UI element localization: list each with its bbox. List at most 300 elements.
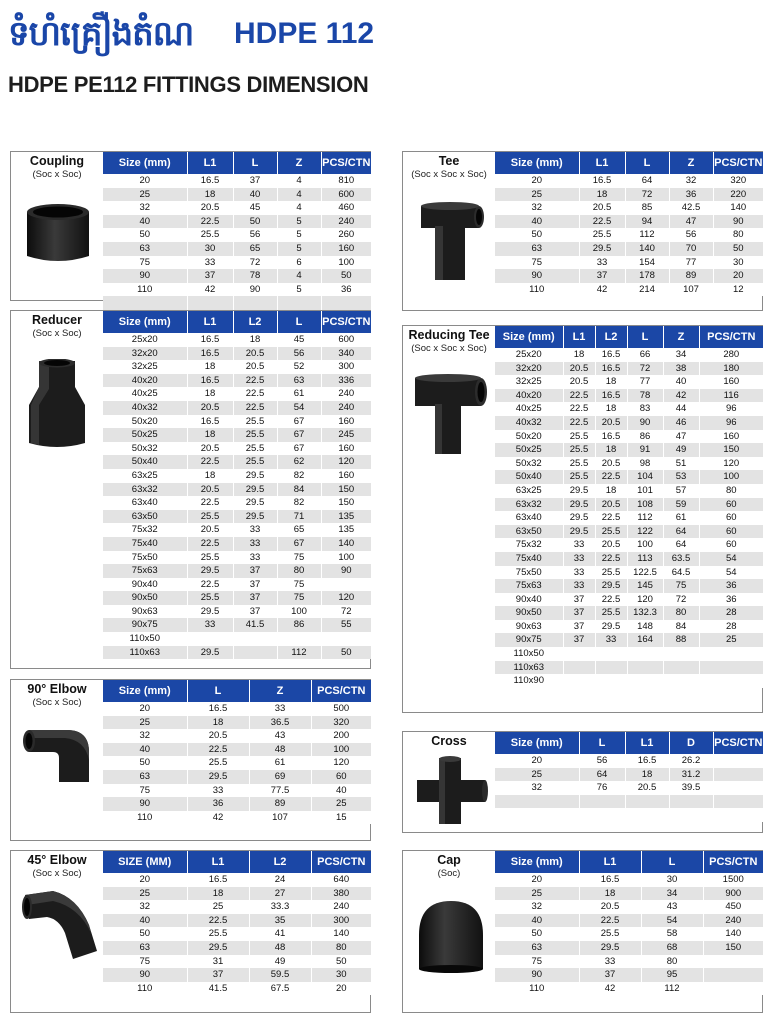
table-cell: 110x63 xyxy=(495,661,563,675)
table-cell xyxy=(703,968,763,982)
table-header-row xyxy=(495,851,763,873)
table-cell: 32x20 xyxy=(495,362,563,376)
table-cell: 40 xyxy=(311,784,371,798)
table-cell: 140 xyxy=(625,242,669,256)
table-cell: 18 xyxy=(233,333,277,347)
table-cell: 20 xyxy=(713,269,763,283)
table-cell: 72 xyxy=(627,362,663,376)
table-row xyxy=(495,430,763,444)
product-name: Reducing Tee xyxy=(408,328,490,342)
column-header: L1 xyxy=(187,851,249,873)
table-cell xyxy=(699,647,763,661)
table-cell xyxy=(663,661,699,675)
table-row xyxy=(103,914,371,928)
table-row xyxy=(103,927,371,941)
table-row xyxy=(103,702,371,716)
table-cell: 18 xyxy=(579,188,625,202)
table-cell: 16.5 xyxy=(579,873,641,887)
table-cell: 48 xyxy=(249,941,311,955)
table-row xyxy=(495,174,763,188)
table-cell: 57 xyxy=(663,484,699,498)
table-cell: 113 xyxy=(627,552,663,566)
table-cell xyxy=(563,661,595,675)
table-cell: 52 xyxy=(277,360,321,374)
table-cell: 900 xyxy=(703,887,763,901)
table-row xyxy=(103,242,371,256)
table-cell xyxy=(713,795,763,809)
table-cell: 90 xyxy=(103,797,187,811)
table-cell: 220 xyxy=(713,188,763,202)
table-cell: 84 xyxy=(277,483,321,497)
table-cell: 60 xyxy=(699,498,763,512)
table-cell: 63 xyxy=(495,242,579,256)
table-row xyxy=(103,415,371,429)
table-row xyxy=(103,982,371,996)
table-cell: 33 xyxy=(563,538,595,552)
table-cell: 25 xyxy=(187,900,249,914)
column-header: Z xyxy=(277,152,321,174)
table-cell: 29.5 xyxy=(563,511,595,525)
table-cell: 1500 xyxy=(703,873,763,887)
table-row xyxy=(103,618,371,632)
table-cell xyxy=(703,982,763,996)
table-row xyxy=(103,632,371,646)
table-cell: 36 xyxy=(187,797,249,811)
table-row xyxy=(103,605,371,619)
table-cell: 75 xyxy=(103,784,187,798)
table-cell: 240 xyxy=(311,900,371,914)
table-cell: 67 xyxy=(277,415,321,429)
table-cell: 50 xyxy=(103,228,187,242)
table-cell: 63x32 xyxy=(103,483,187,497)
table-cell: 200 xyxy=(311,729,371,743)
table-row xyxy=(103,784,371,798)
table-cell: 148 xyxy=(627,620,663,634)
table-cell: 25 xyxy=(103,716,187,730)
table-cell: 20.5 xyxy=(625,781,669,795)
table-cell: 83 xyxy=(627,402,663,416)
table-cell xyxy=(579,795,625,809)
table-cell: 240 xyxy=(321,401,371,415)
table-cell: 5 xyxy=(277,283,321,297)
table-cell: 50 xyxy=(233,215,277,229)
table-cell: 37 xyxy=(187,968,249,982)
table-row xyxy=(103,537,371,551)
table-cell: 380 xyxy=(311,887,371,901)
table-cell: 39.5 xyxy=(669,781,713,795)
table-row xyxy=(103,743,371,757)
column-header: Size (mm) xyxy=(495,851,579,873)
table-cell: 100 xyxy=(627,538,663,552)
table-cell: 42 xyxy=(187,811,249,825)
table-cell: 53 xyxy=(663,470,699,484)
table-cell: 26.2 xyxy=(669,754,713,768)
table-cell: 75 xyxy=(277,551,321,565)
table-cell: 112 xyxy=(277,646,321,660)
cross-icon xyxy=(413,754,489,828)
table-cell: 75x32 xyxy=(103,523,187,537)
page-subtitle: HDPE PE112 FITTINGS DIMENSION xyxy=(8,72,369,97)
table-cell: 50x32 xyxy=(495,457,563,471)
table-cell: 18 xyxy=(187,387,233,401)
table-cell: 32x25 xyxy=(495,375,563,389)
table-cell: 22.5 xyxy=(187,215,233,229)
table-row xyxy=(495,808,763,822)
table-cell: 61 xyxy=(663,511,699,525)
table-cell: 40x32 xyxy=(495,416,563,430)
table-cell: 110 xyxy=(103,811,187,825)
table-cell: 280 xyxy=(699,348,763,362)
table-row xyxy=(495,215,763,229)
table-cell: 20.5 xyxy=(595,498,627,512)
table-cell: 20 xyxy=(103,174,187,188)
table-cell: 37 xyxy=(233,578,277,592)
table-cell: 300 xyxy=(321,360,371,374)
column-header: PCS/CTN xyxy=(713,152,763,174)
table-cell: 65 xyxy=(277,523,321,537)
table-cell: 29.5 xyxy=(187,646,233,660)
table-cell: 25.5 xyxy=(187,510,233,524)
reducing-tee-table xyxy=(495,326,763,688)
table-cell: 47 xyxy=(663,430,699,444)
product-connection: (Soc x Soc) xyxy=(32,697,82,708)
product-connection: (Soc x Soc) xyxy=(32,328,82,339)
table-cell: 16.5 xyxy=(187,347,233,361)
table-cell: 18 xyxy=(187,188,233,202)
coupling-panel xyxy=(10,151,371,301)
cap-table xyxy=(495,851,763,995)
table-cell: 90 xyxy=(627,416,663,430)
table-cell: 75 xyxy=(495,955,579,969)
table-row xyxy=(103,374,371,388)
table-cell xyxy=(699,661,763,675)
table-cell: 24 xyxy=(249,873,311,887)
table-cell: 27 xyxy=(249,887,311,901)
table-cell: 31.2 xyxy=(669,768,713,782)
table-cell: 20 xyxy=(495,873,579,887)
table-cell: 16.5 xyxy=(625,754,669,768)
reducer-panel xyxy=(10,310,371,669)
table-row xyxy=(495,283,763,297)
table-cell: 54 xyxy=(699,566,763,580)
table-cell: 50x20 xyxy=(495,430,563,444)
table-cell: 108 xyxy=(627,498,663,512)
table-row xyxy=(103,296,371,310)
table-cell: 75x40 xyxy=(495,552,563,566)
table-cell: 12 xyxy=(713,283,763,297)
table-cell: 63x50 xyxy=(495,525,563,539)
column-header: L1 xyxy=(187,152,233,174)
table-cell xyxy=(713,808,763,822)
table-row xyxy=(495,900,763,914)
table-cell: 33 xyxy=(187,784,249,798)
column-header: Size (mm) xyxy=(495,152,579,174)
table-cell: 32 xyxy=(495,201,579,215)
table-cell: 29.5 xyxy=(187,564,233,578)
table-cell: 22.5 xyxy=(595,552,627,566)
table-cell: 101 xyxy=(627,484,663,498)
table-row xyxy=(495,201,763,215)
table-cell: 5 xyxy=(277,228,321,242)
cross-table xyxy=(495,732,763,822)
table-cell xyxy=(321,578,371,592)
table-cell: 63x50 xyxy=(103,510,187,524)
table-cell: 60 xyxy=(311,770,371,784)
cap-panel xyxy=(402,850,763,1013)
table-cell xyxy=(595,674,627,688)
table-cell: 80 xyxy=(663,606,699,620)
table-cell: 460 xyxy=(321,201,371,215)
column-header: L2 xyxy=(595,326,627,348)
table-cell: 36 xyxy=(699,579,763,593)
table-row xyxy=(103,333,371,347)
table-cell: 40x25 xyxy=(103,387,187,401)
table-cell: 160 xyxy=(699,375,763,389)
page-title xyxy=(8,12,408,60)
table-cell: 22.5 xyxy=(595,593,627,607)
table-cell: 90x50 xyxy=(103,591,187,605)
table-cell xyxy=(713,754,763,768)
table-cell: 37 xyxy=(233,564,277,578)
table-cell: 80 xyxy=(311,941,371,955)
coupling-icon xyxy=(21,198,95,272)
table-cell: 5 xyxy=(277,215,321,229)
table-row xyxy=(495,443,763,457)
table-cell: 80 xyxy=(641,955,703,969)
column-header: L1 xyxy=(579,851,641,873)
table-cell: 48 xyxy=(249,743,311,757)
table-row xyxy=(495,927,763,941)
table-cell: 20.5 xyxy=(579,201,625,215)
table-cell: 64 xyxy=(579,768,625,782)
table-cell: 95 xyxy=(641,968,703,982)
table-row xyxy=(103,900,371,914)
table-row xyxy=(495,873,763,887)
table-cell: 214 xyxy=(625,283,669,297)
product-label xyxy=(11,851,103,879)
table-cell: 20 xyxy=(103,702,187,716)
table-cell: 16.5 xyxy=(595,430,627,444)
table-cell: 110x50 xyxy=(103,632,187,646)
table-cell xyxy=(187,296,233,310)
table-cell: 160 xyxy=(321,242,371,256)
table-cell xyxy=(233,296,277,310)
table-cell: 66 xyxy=(627,348,663,362)
table-cell: 29.5 xyxy=(233,510,277,524)
table-cell: 30 xyxy=(641,873,703,887)
table-row xyxy=(495,470,763,484)
table-cell: 31 xyxy=(187,955,249,969)
table-cell: 32 xyxy=(103,201,187,215)
table-cell: 22.5 xyxy=(187,537,233,551)
table-cell: 33 xyxy=(563,579,595,593)
table-cell: 63x40 xyxy=(103,496,187,510)
elbow-45-table xyxy=(103,851,371,995)
table-cell: 28 xyxy=(699,606,763,620)
table-cell: 63 xyxy=(495,941,579,955)
table-cell: 41 xyxy=(249,927,311,941)
table-cell: 96 xyxy=(699,402,763,416)
column-header: Z xyxy=(249,680,311,702)
table-cell: 32 xyxy=(103,729,187,743)
table-cell: 33 xyxy=(563,566,595,580)
table-cell: 60 xyxy=(699,525,763,539)
table-cell: 43 xyxy=(641,900,703,914)
table-cell: 49 xyxy=(249,955,311,969)
table-cell: 96 xyxy=(699,416,763,430)
table-cell: 120 xyxy=(321,591,371,605)
table-cell: 42 xyxy=(663,389,699,403)
table-cell: 16.5 xyxy=(187,702,249,716)
table-cell: 112 xyxy=(627,511,663,525)
table-cell: 56 xyxy=(277,347,321,361)
table-cell: 25 xyxy=(699,633,763,647)
table-cell: 22.5 xyxy=(563,402,595,416)
table-row xyxy=(495,968,763,982)
table-cell: 18 xyxy=(595,402,627,416)
column-header: Z xyxy=(669,152,713,174)
table-cell: 90x75 xyxy=(103,618,187,632)
table-cell: 45 xyxy=(277,333,321,347)
table-cell: 18 xyxy=(187,716,249,730)
table-cell: 67 xyxy=(277,428,321,442)
table-cell: 64 xyxy=(625,174,669,188)
table-cell: 20.5 xyxy=(187,201,233,215)
table-cell: 63 xyxy=(103,941,187,955)
table-cell: 22.5 xyxy=(233,401,277,415)
table-cell: 90x75 xyxy=(495,633,563,647)
table-cell: 37 xyxy=(563,620,595,634)
table-cell: 37 xyxy=(233,591,277,605)
elbow-90-icon xyxy=(19,716,99,786)
table-row xyxy=(103,729,371,743)
table-cell: 135 xyxy=(321,510,371,524)
table-cell: 107 xyxy=(669,283,713,297)
table-row xyxy=(495,647,763,661)
table-cell: 18 xyxy=(187,887,249,901)
table-cell: 42 xyxy=(579,283,625,297)
table-cell: 40 xyxy=(103,914,187,928)
table-cell: 75 xyxy=(103,256,187,270)
table-cell: 336 xyxy=(321,374,371,388)
table-cell: 54 xyxy=(641,914,703,928)
table-cell: 22.5 xyxy=(187,455,233,469)
table-cell: 33 xyxy=(249,702,311,716)
table-cell: 86 xyxy=(277,618,321,632)
table-row xyxy=(103,955,371,969)
table-row xyxy=(495,606,763,620)
product-name: Cross xyxy=(431,734,467,748)
table-cell: 122.5 xyxy=(627,566,663,580)
table-cell: 20.5 xyxy=(187,401,233,415)
table-cell: 50 xyxy=(495,927,579,941)
table-cell: 25x20 xyxy=(495,348,563,362)
table-cell: 90 xyxy=(495,968,579,982)
table-cell xyxy=(103,296,187,310)
table-cell: 25.5 xyxy=(187,756,249,770)
table-cell: 22.5 xyxy=(563,389,595,403)
table-cell xyxy=(713,768,763,782)
table-cell: 29.5 xyxy=(233,483,277,497)
table-cell: 178 xyxy=(625,269,669,283)
table-cell: 56 xyxy=(579,754,625,768)
table-cell: 63 xyxy=(103,770,187,784)
table-cell: 25 xyxy=(495,768,579,782)
table-cell: 100 xyxy=(699,470,763,484)
table-header-row xyxy=(495,326,763,348)
table-cell: 600 xyxy=(321,188,371,202)
table-cell: 40 xyxy=(663,375,699,389)
table-cell: 47 xyxy=(669,215,713,229)
table-cell: 40x20 xyxy=(103,374,187,388)
table-cell: 110x63 xyxy=(103,646,187,660)
table-cell xyxy=(277,632,321,646)
table-cell: 69 xyxy=(249,770,311,784)
table-cell: 30 xyxy=(713,256,763,270)
table-cell: 20.5 xyxy=(233,360,277,374)
table-cell: 33 xyxy=(233,551,277,565)
table-cell: 64.5 xyxy=(663,566,699,580)
table-cell: 110x50 xyxy=(495,647,563,661)
table-cell: 22.5 xyxy=(187,914,249,928)
table-cell: 33.3 xyxy=(249,900,311,914)
product-connection: (Soc x Soc) xyxy=(32,868,82,879)
table-cell xyxy=(663,674,699,688)
table-cell: 75 xyxy=(277,578,321,592)
table-cell: 22.5 xyxy=(579,914,641,928)
table-cell: 16.5 xyxy=(187,415,233,429)
table-row xyxy=(103,551,371,565)
table-cell: 22.5 xyxy=(187,496,233,510)
column-header: Size (mm) xyxy=(103,311,187,333)
table-cell: 37 xyxy=(233,605,277,619)
table-cell: 33 xyxy=(233,523,277,537)
table-row xyxy=(103,591,371,605)
table-cell: 90x40 xyxy=(103,578,187,592)
table-cell: 150 xyxy=(699,443,763,457)
table-cell: 70 xyxy=(669,242,713,256)
table-cell: 67 xyxy=(277,537,321,551)
table-row xyxy=(103,442,371,456)
table-cell: 28 xyxy=(699,620,763,634)
table-row xyxy=(495,914,763,928)
table-cell: 32 xyxy=(495,781,579,795)
table-cell: 40 xyxy=(233,188,277,202)
table-row xyxy=(103,510,371,524)
table-cell xyxy=(495,795,579,809)
table-cell: 25.5 xyxy=(579,927,641,941)
table-cell xyxy=(187,632,233,646)
table-cell: 54 xyxy=(699,552,763,566)
table-cell: 150 xyxy=(321,496,371,510)
table-row xyxy=(495,484,763,498)
table-cell: 140 xyxy=(321,537,371,551)
table-cell: 80 xyxy=(699,484,763,498)
table-cell: 240 xyxy=(321,387,371,401)
table-cell: 63x25 xyxy=(103,469,187,483)
table-cell: 29.5 xyxy=(187,770,249,784)
table-cell: 25.5 xyxy=(595,525,627,539)
column-header: Size (mm) xyxy=(495,326,563,348)
table-cell: 29.5 xyxy=(563,525,595,539)
table-cell: 20 xyxy=(103,873,187,887)
table-cell: 72 xyxy=(321,605,371,619)
table-cell: 76 xyxy=(579,781,625,795)
table-cell: 112 xyxy=(641,982,703,996)
table-cell: 25.5 xyxy=(233,415,277,429)
table-row xyxy=(103,174,371,188)
table-cell: 20.5 xyxy=(233,347,277,361)
